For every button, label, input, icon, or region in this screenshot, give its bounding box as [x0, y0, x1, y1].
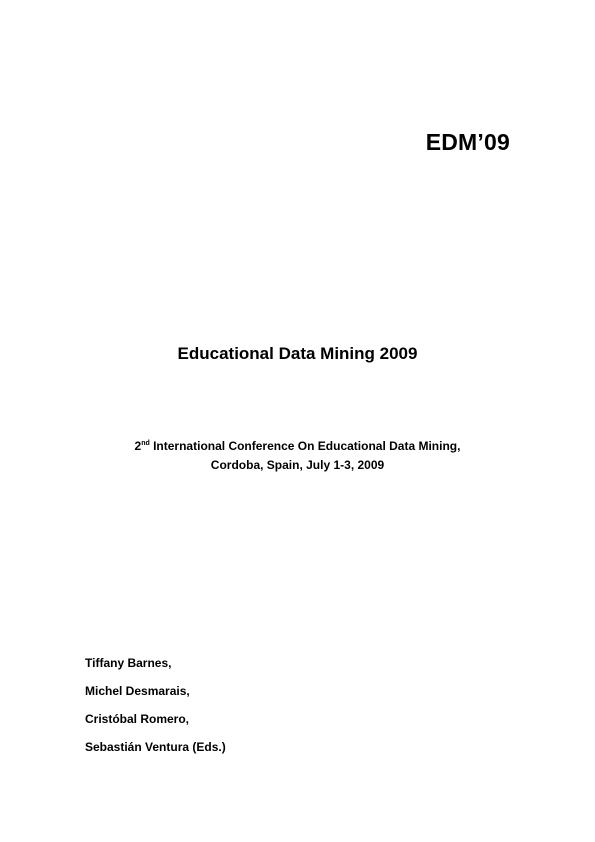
conference-name-line [0, 437, 595, 456]
editor-name: Cristóbal Romero, [85, 712, 190, 726]
conference-location-date: Cordoba, Spain, July 1-3, 2009 [210, 458, 385, 472]
editor-name: Sebastián Ventura (Eds.) [85, 740, 226, 754]
conference-ordinal-suffix: nd [141, 440, 150, 447]
conference-acronym: EDM’09 [425, 129, 510, 155]
conference-ordinal: 2 [134, 439, 142, 453]
editor-name: Tiffany Barnes, [85, 656, 172, 670]
conference-subtitle [0, 437, 595, 475]
proceedings-title: Educational Data Mining 2009 [177, 344, 418, 363]
editor-name: Michel Desmarais, [85, 684, 190, 698]
editors-list [85, 656, 226, 768]
conference-name: International Conference On Educational Data Mining, [149, 439, 461, 453]
